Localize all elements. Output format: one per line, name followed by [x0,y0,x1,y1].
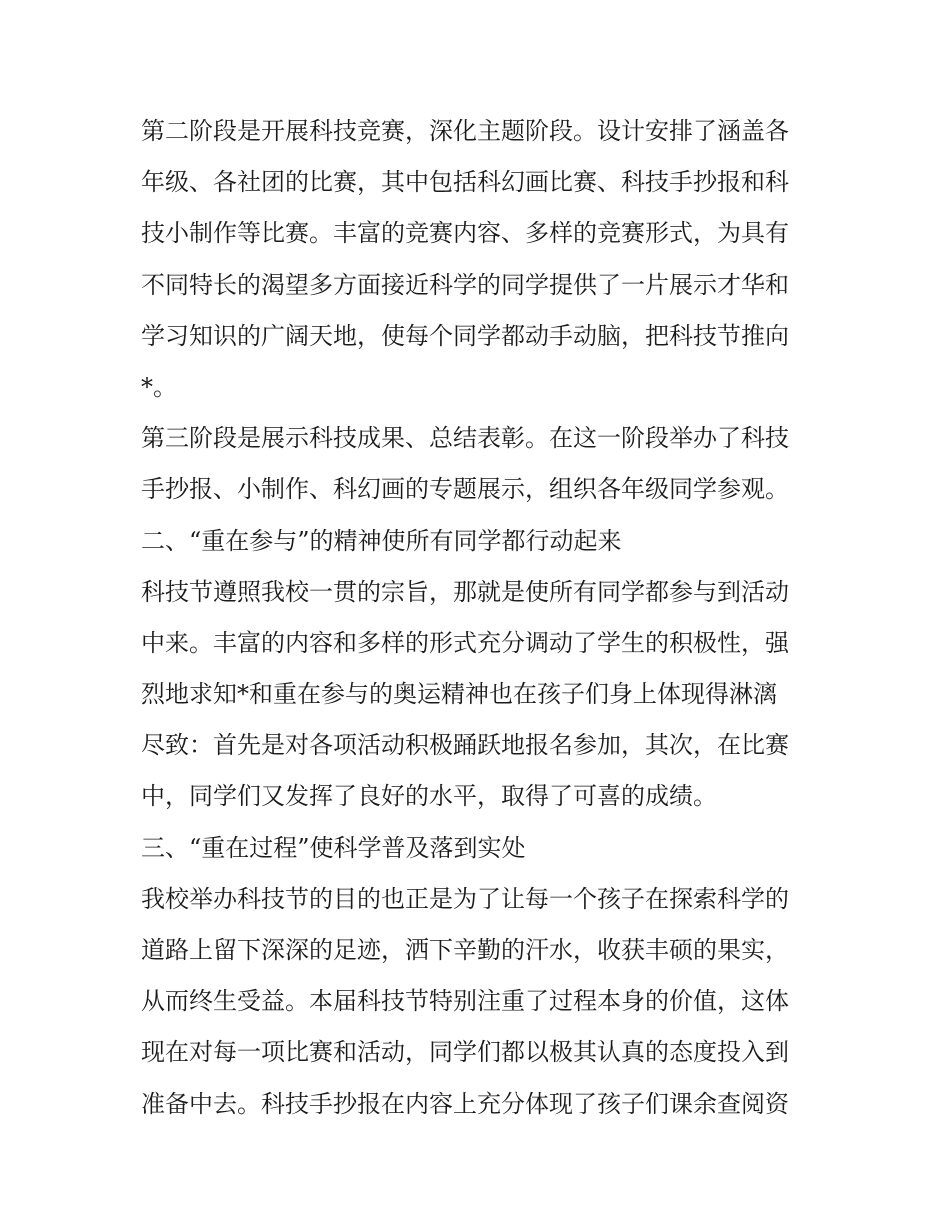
text-line: 科技节遵照我校一贯的宗旨，那就是使所有同学都参与到活动 [141,577,789,606]
text-line: 第三阶段是展示科技成果、总结表彰。在这一阶段举办了科技 [141,424,789,453]
text-line: 手抄报、小制作、科幻画的专题展示，组织各年级同学参观。 [141,475,789,504]
document-body [141,106,813,1130]
text-line: 中来。丰富的内容和多样的形式充分调动了学生的积极性，强 [141,628,789,657]
text-line: 从而终生受益。本届科技节特别注重了过程本身的价值，这体 [141,987,789,1016]
text-line: 中，同学们又发挥了良好的水平，取得了可喜的成绩。 [141,782,717,811]
text-line: 年级、各社团的比赛，其中包括科幻画比赛、科技手抄报和科 [141,168,789,197]
text-line: 道路上留下深深的足迹，洒下辛勤的汗水，收获丰硕的果实， [141,936,789,964]
text-line: *。 [141,372,177,401]
text-line: 准备中去。科技手抄报在内容上充分体现了孩子们课余查阅资 [141,1089,789,1118]
text-line: 第二阶段是开展科技竞赛，深化主题阶段。设计安排了涵盖各 [141,117,789,145]
text-line: 我校举办科技节的目的也正是为了让每一个孩子在探索科学的 [141,884,789,913]
text-line: 烈地求知*和重在参与的奥运精神也在孩子们身上体现得淋漓 [141,680,777,709]
text-line: 尽致：首先是对各项活动积极踊跃地报名参加，其次，在比赛 [141,731,789,760]
text-line: 技小制作等比赛。丰富的竞赛内容、多样的竞赛形式，为具有 [141,219,789,248]
section-heading: 三、“重在过程”使科学普及落到实处 [141,833,526,862]
text-line: 现在对每一项比赛和活动，同学们都以极其认真的态度投入到 [141,1038,789,1067]
text-line: 学习知识的广阔天地，使每个同学都动手动脑，把科技节推向 [141,321,789,350]
text-line: 不同特长的渴望多方面接近科学的同学提供了一片展示才华和 [141,270,789,299]
section-heading: 二、“重在参与”的精神使所有同学都行动起来 [141,526,622,555]
